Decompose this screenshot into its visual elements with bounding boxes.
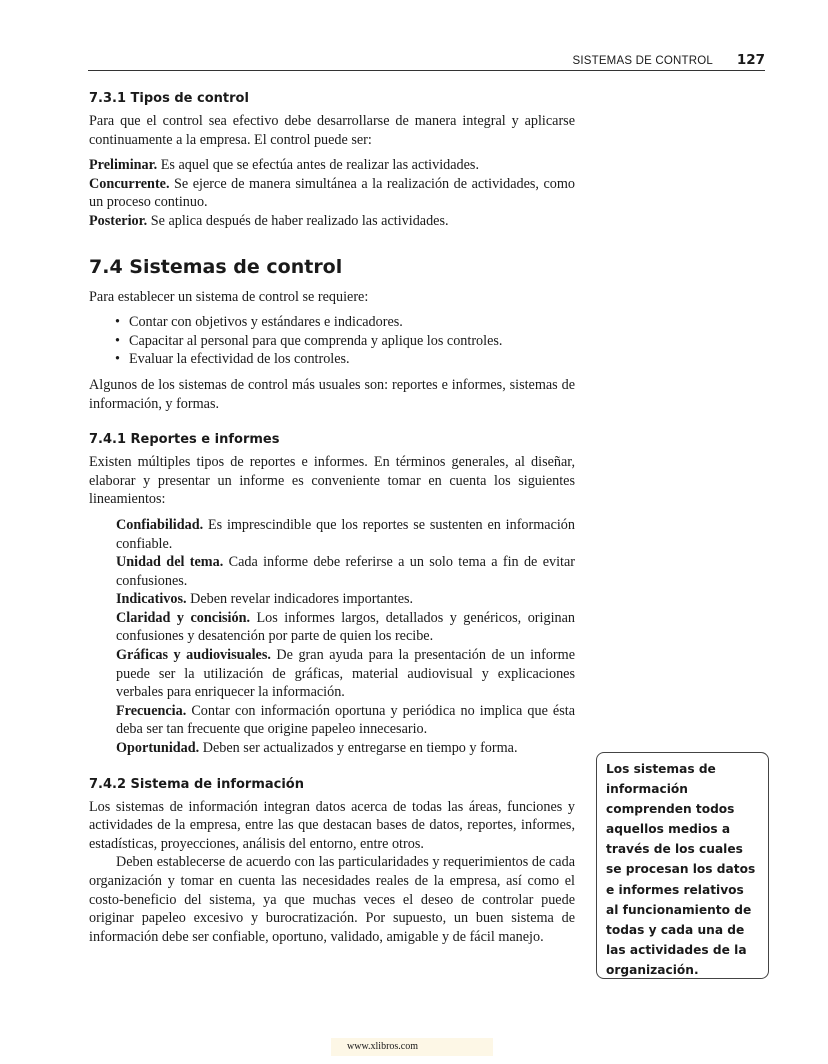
control-type-item	[89, 212, 575, 231]
guideline-text: Deben revelar indicadores importantes.	[186, 591, 414, 608]
guideline-item	[116, 646, 575, 702]
paragraph-control-intro: Para que el control sea efectivo debe desarrollarse de manera integral y aplicarse continuamente a la empresa. El control puede ser:	[89, 113, 575, 148]
guideline-text: De gran ayuda para la presentación de un informe puede ser la utilización de gráficas, material audiovisual y explicaciones verbales para enriquecer la información.	[116, 647, 575, 701]
guideline-term: Claridad y concisión.	[116, 609, 251, 626]
page-number: 127	[736, 52, 765, 68]
running-title: SISTEMAS DE CONTROL	[572, 55, 713, 67]
guideline-item	[116, 516, 575, 553]
guideline-term: Gráficas y audiovisuales.	[116, 647, 271, 664]
footer-url: www.xlibros.com	[331, 1038, 493, 1056]
paragraph-system-closing: Algunos de los sistemas de control más usuales son: reportes e informes, sistemas de información, y formas.	[89, 376, 575, 412]
paragraph-info-systems: Los sistemas de información integran datos acerca de todas las áreas, funciones y actividades de la empresa, entre las que destacan bases de datos, reportes, informes, estadísticas, proyecciones, análisis del entorno, entre otros.	[89, 798, 575, 852]
heading-7-4: 7.4 Sistemas de control	[89, 255, 343, 278]
guideline-term: Confiabilidad.	[116, 516, 204, 533]
guideline-text: Es imprescindible que los reportes se sustenten en información confiable.	[116, 516, 575, 552]
control-type-term: Concurrente.	[89, 175, 170, 192]
guideline-item	[116, 553, 575, 590]
control-type-text: Se aplica después de haber realizado las actividades.	[147, 212, 449, 229]
guideline-term: Frecuencia.	[116, 702, 187, 719]
control-type-item	[89, 175, 575, 212]
guideline-term: Oportunidad.	[116, 740, 200, 757]
guideline-text: Contar con información oportuna y periódica no implica que ésta deba ser tan frecuente que origine papeleo innecesario.	[116, 702, 575, 738]
control-type-term: Preliminar.	[89, 157, 158, 174]
paragraph-info-systems-requirements: Deben establecerse de acuerdo con las particularidades y requerimientos de cada organización y tomar en cuenta las necesidades reales de la empresa, así como el costo-beneficio del sistema, ya que muchas veces el deseo de controlar puede originar papeleo excesivo y burocratización. Por supuesto, un buen sistema de información debe ser confiable, oportuno, validado, amigable y de fácil manejo.	[89, 854, 575, 945]
guideline-text: Deben ser actualizados y entregarse en tiempo y forma.	[199, 740, 518, 757]
margin-note-text: Los sistemas de información comprenden todos aquellos medios a través de los cuales se procesan los datos e informes relativos al funcionamiento de todas y cada una de las actividades de la organización.	[606, 762, 756, 977]
page-header	[88, 53, 765, 71]
heading-7-4-1: 7.4.1 Reportes e informes	[89, 432, 280, 448]
requirements-list	[89, 313, 575, 369]
margin-note-box	[596, 752, 769, 979]
guideline-text: Los informes largos, detallados y genéricos, originan confusiones y desatención por parte de quien los recibe.	[116, 609, 575, 645]
guideline-item	[116, 590, 575, 609]
paragraph-reports-intro: Existen múltiples tipos de reportes e informes. En términos generales, al diseñar, elaborar y presentar un informe es conveniente tomar en cuenta los siguientes lineamientos:	[89, 454, 575, 508]
guideline-item	[116, 739, 575, 758]
paragraph-system-intro: Para establecer un sistema de control se requiere:	[89, 288, 369, 305]
control-type-text: Se ejerce de manera simultánea a la realización de actividades, como un proceso continuo.	[89, 175, 575, 211]
heading-7-4-2: 7.4.2 Sistema de información	[89, 776, 304, 792]
control-type-term: Posterior.	[89, 212, 148, 229]
guideline-item	[116, 702, 575, 739]
guideline-term: Unidad del tema.	[116, 554, 224, 571]
requirement-item: • Contar con objetivos y estándares e indicadores.	[129, 313, 575, 332]
guideline-term: Indicativos.	[116, 591, 187, 608]
requirement-item: • Capacitar al personal para que comprenda y aplique los controles.	[129, 332, 575, 351]
requirement-item: • Evaluar la efectividad de los controles.	[129, 350, 575, 369]
control-types-list	[89, 156, 575, 230]
guidelines-list	[89, 516, 575, 758]
heading-7-3-1: 7.3.1 Tipos de control	[89, 91, 249, 106]
guideline-text: Cada informe debe referirse a un solo tema a fin de evitar confusiones.	[116, 554, 576, 589]
control-type-text: Es aquel que se efectúa antes de realizar las actividades.	[157, 157, 480, 174]
main-content	[89, 90, 575, 946]
control-type-item	[89, 156, 575, 175]
guideline-item	[116, 609, 575, 646]
